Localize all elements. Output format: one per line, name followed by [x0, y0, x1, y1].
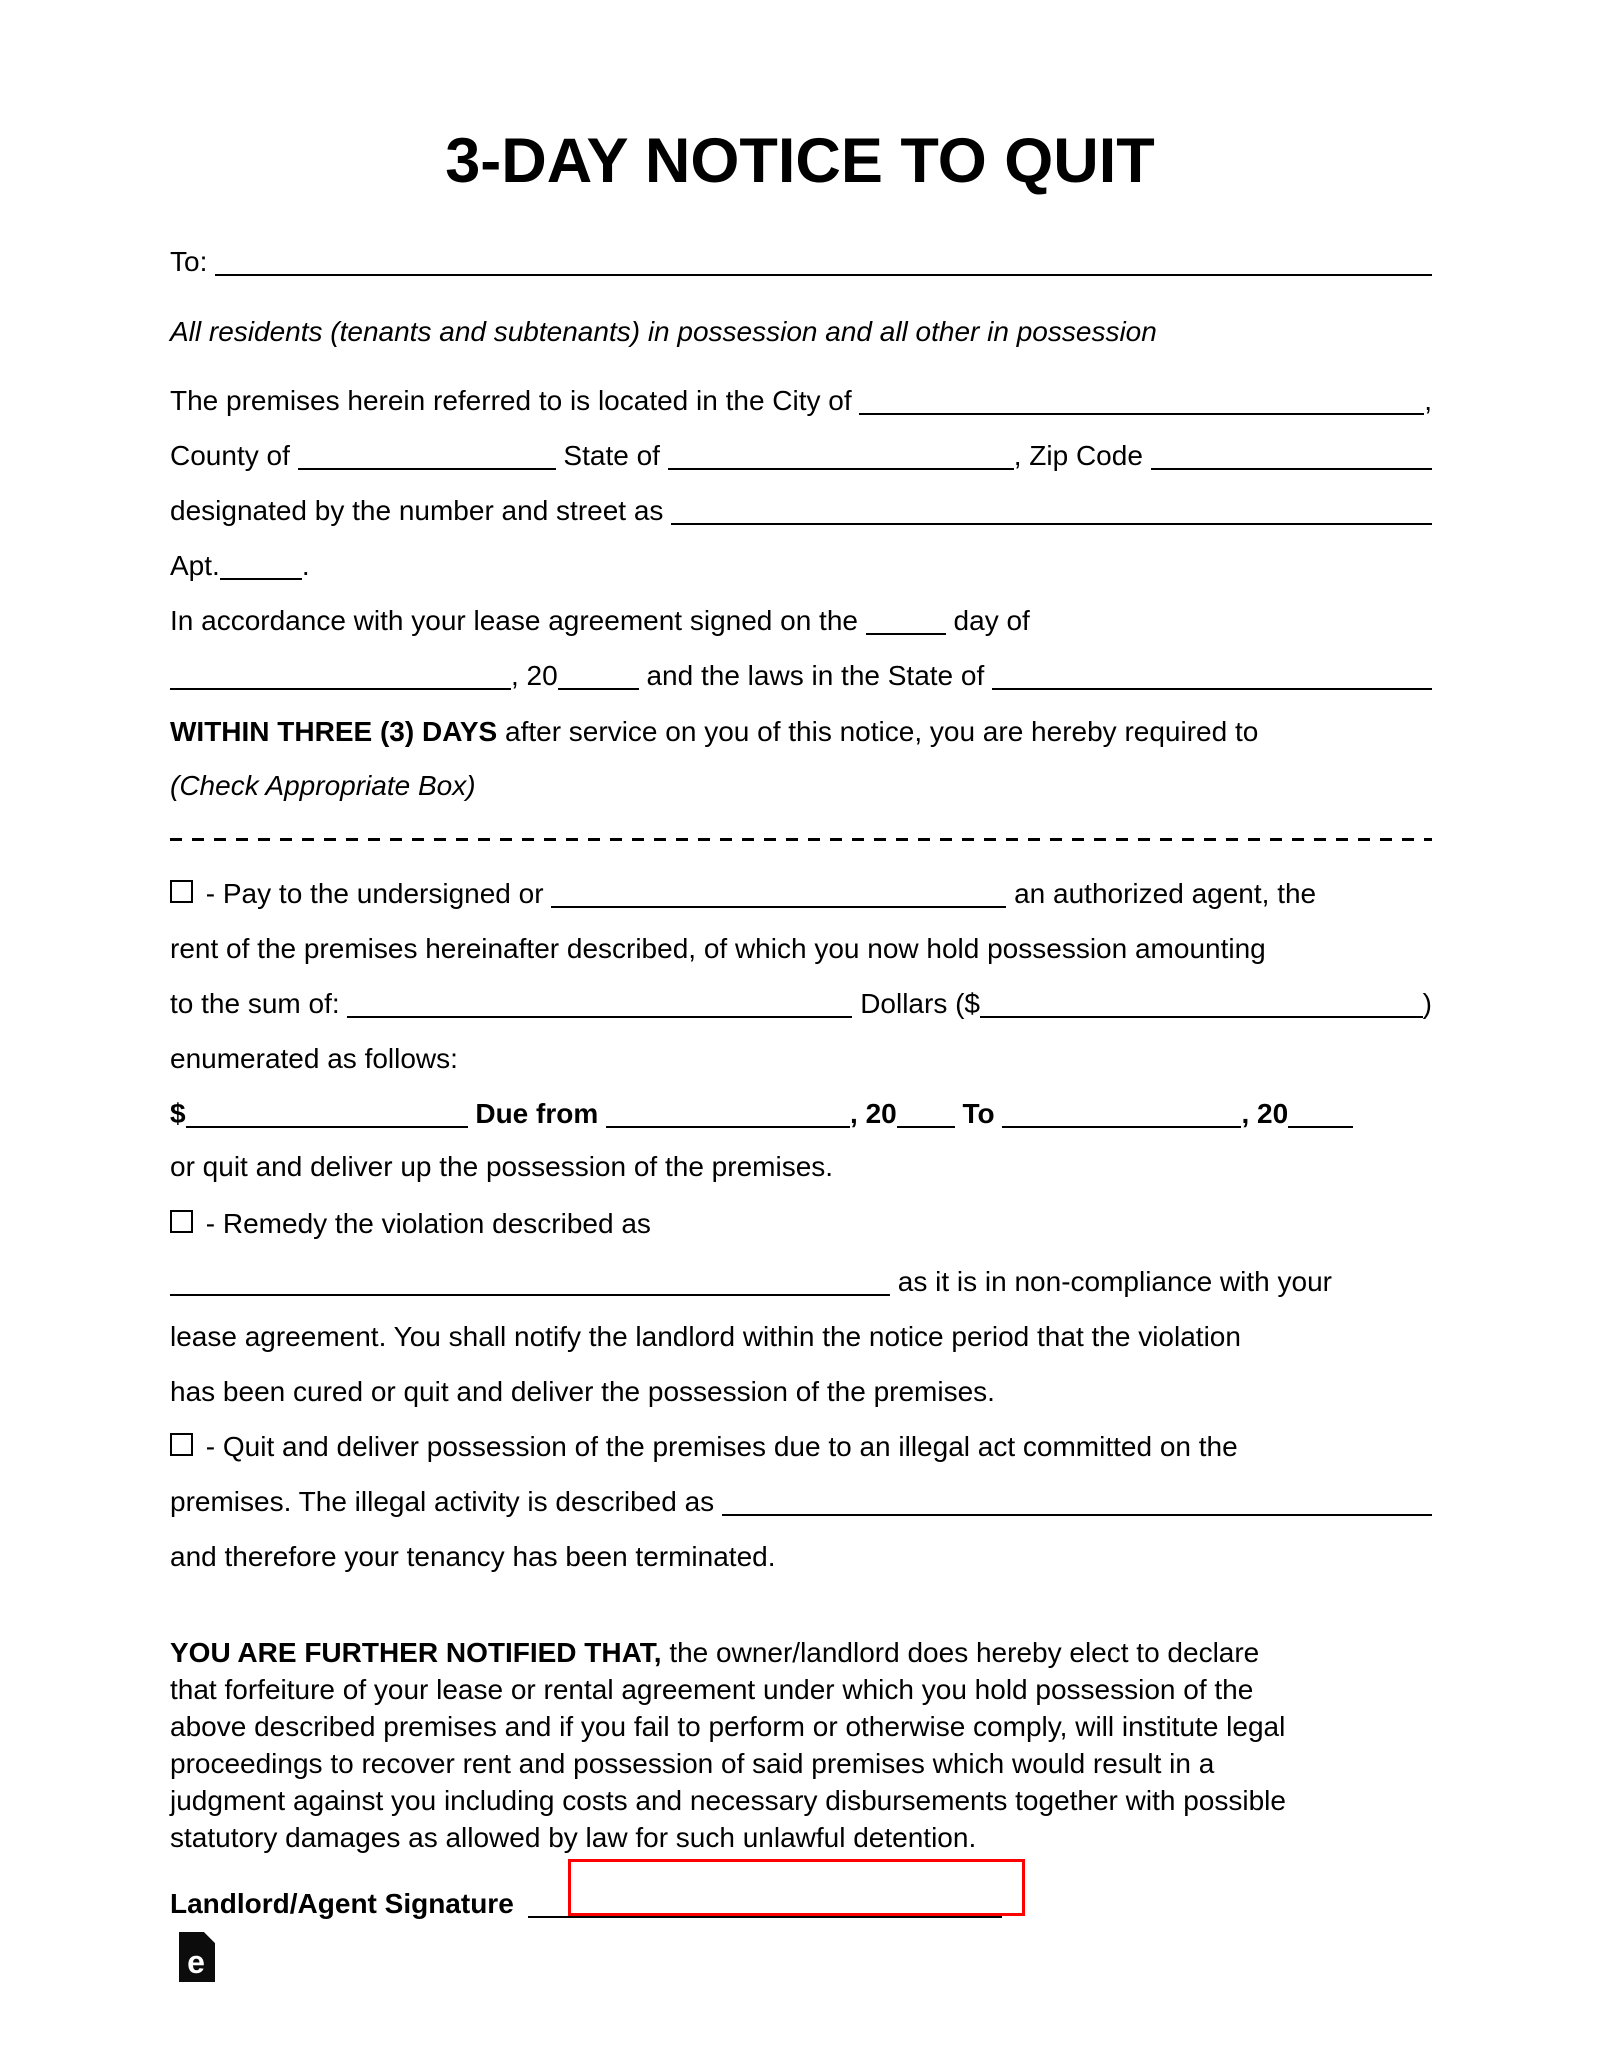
non-compliance-text: as it is in non-compliance with your [890, 1266, 1332, 1297]
due-to-year-blank[interactable] [1288, 1106, 1353, 1128]
premises-line-1 [170, 384, 1432, 418]
further-notice-line-2 [170, 1673, 1432, 1707]
or-quit-text: or quit and deliver up the possession of the premises. [170, 1151, 834, 1182]
quit-option-checkbox[interactable] [170, 1433, 193, 1456]
further-notice-text: proceedings to recover rent and possession of said premises which would result in a [170, 1748, 1215, 1779]
lease-line-1 [170, 604, 1432, 638]
further-notice-text: above described premises and if you fail to perform or otherwise comply, will institute legal [170, 1711, 1286, 1742]
zip-blank[interactable] [1151, 448, 1432, 470]
quit-option-label: - Quit and deliver possession of the premises due to an illegal act committed on the [198, 1431, 1238, 1462]
apt-period: . [301, 550, 310, 581]
remedy-option-line-4 [170, 1375, 1432, 1409]
pay-option-after: an authorized agent, the [1006, 878, 1317, 909]
further-notice-text: that forfeiture of your lease or rental agreement under which you hold possession of the [170, 1674, 1254, 1705]
to-line [170, 245, 1432, 279]
sum-label: to the sum of: [170, 988, 348, 1019]
logo-letter: e [187, 1944, 205, 1980]
further-notice-line-3 [170, 1710, 1432, 1744]
pay-option-checkbox[interactable] [170, 880, 193, 903]
lease-line-4 [170, 769, 1432, 803]
remedy-option-line-1 [170, 1207, 1432, 1241]
attention-text: All residents (tenants and subtenants) in possession and all other in possession [170, 316, 1157, 347]
violation-blank[interactable] [170, 1274, 890, 1296]
lease-signed-label: In accordance with your lease agreement signed on the [170, 605, 866, 636]
remedy-option-label: - Remedy the violation described as [198, 1208, 651, 1239]
amount-due-line [170, 1097, 1432, 1131]
remedy-option-text-3: lease agreement. You shall notify the landlord within the notice period that the violation [170, 1321, 1241, 1352]
lease-line-2 [170, 659, 1432, 693]
city-blank[interactable] [859, 393, 1424, 415]
quit-option-line-2 [170, 1485, 1432, 1519]
remedy-option-line-3 [170, 1320, 1432, 1354]
zip-label: , Zip Code [1013, 440, 1151, 471]
attention-line [170, 315, 1432, 349]
check-box-instruction: (Check Appropriate Box) [170, 770, 476, 801]
due-from-year-blank[interactable] [897, 1106, 955, 1128]
due-to-year-prefix: , 20 [1241, 1098, 1289, 1129]
pay-option-line-2 [170, 932, 1432, 966]
to-blank[interactable] [215, 254, 1432, 276]
premises-line-2 [170, 439, 1432, 473]
county-label: County of [170, 440, 298, 471]
laws-state-label: and the laws in the State of [638, 660, 993, 691]
amount-blank[interactable] [186, 1106, 468, 1128]
tenancy-terminated-text: and therefore your tenancy has been terminated. [170, 1541, 776, 1572]
pay-option-line-4 [170, 1042, 1432, 1076]
lease-dayof-label: day of [945, 605, 1030, 636]
county-blank[interactable] [298, 448, 556, 470]
remedy-option-line-2 [170, 1265, 1432, 1299]
due-to-label: To [954, 1098, 1003, 1129]
further-notice-text: judgment against you including costs and necessary disbursements together with possible [170, 1785, 1286, 1816]
quit-option-line-1 [170, 1430, 1432, 1464]
dollars-close-paren: ) [1422, 988, 1432, 1019]
state-blank[interactable] [668, 448, 1014, 470]
eforms-logo [179, 1932, 215, 1982]
to-label: To: [170, 246, 216, 277]
further-notice-line-5 [170, 1784, 1432, 1818]
pay-option-text-2: rent of the premises hereinafter described, of which you now hold possession amounting [170, 933, 1266, 964]
signature-label: Landlord/Agent Signature [170, 1888, 522, 1919]
apt-blank[interactable] [220, 558, 302, 580]
lease-year-prefix: , 20 [511, 660, 558, 691]
within-three-days-rest: after service on you of this notice, you are hereby required to [497, 716, 1259, 747]
pay-option-line-3 [170, 987, 1432, 1021]
dashed-divider [170, 838, 1432, 841]
further-notice-line-4 [170, 1747, 1432, 1781]
amount-words-blank[interactable] [347, 996, 852, 1018]
premises-line-3 [170, 494, 1432, 528]
street-label: designated by the number and street as [170, 495, 672, 526]
laws-state-blank[interactable] [992, 668, 1432, 690]
quit-option-line-3 [170, 1540, 1432, 1574]
lease-day-blank[interactable] [866, 613, 946, 635]
due-from-date-blank[interactable] [606, 1106, 850, 1128]
further-notice-lead-rest: the owner/landlord does hereby elect to declare [661, 1637, 1260, 1668]
further-notice-line-6 [170, 1821, 1432, 1855]
illegal-activity-blank[interactable] [722, 1494, 1432, 1516]
lease-year-blank[interactable] [558, 668, 639, 690]
document-icon [179, 1932, 215, 1982]
or-quit-line [170, 1150, 1432, 1184]
remedy-option-checkbox[interactable] [170, 1210, 193, 1233]
due-to-date-blank[interactable] [1002, 1106, 1241, 1128]
pay-option-line-1 [170, 877, 1432, 911]
amount-numeric-blank[interactable] [980, 996, 1423, 1018]
remedy-option-text-4: has been cured or quit and deliver the possession of the premises. [170, 1376, 995, 1407]
premises-line-4 [170, 549, 1432, 583]
street-blank[interactable] [671, 503, 1432, 525]
agent-name-blank[interactable] [551, 886, 1006, 908]
dollars-label: Dollars ($ [852, 988, 981, 1019]
further-notice-text: statutory damages as allowed by law for such unlawful detention. [170, 1822, 977, 1853]
state-label: State of [555, 440, 668, 471]
apt-label: Apt. [170, 550, 220, 581]
illegal-activity-label: premises. The illegal activity is described as [170, 1486, 722, 1517]
pay-option-label: - Pay to the undersigned or [198, 878, 552, 909]
lease-line-3 [170, 715, 1432, 749]
due-from-label: Due from [467, 1098, 607, 1129]
page-title: 3-DAY NOTICE TO QUIT [445, 126, 1155, 196]
enumerated-label: enumerated as follows: [170, 1043, 458, 1074]
premises-city-label: The premises herein referred to is located in the City of [170, 385, 860, 416]
lease-month-blank[interactable] [170, 668, 511, 690]
further-notice-lead: YOU ARE FURTHER NOTIFIED THAT, [170, 1637, 662, 1668]
dollar-sign: $ [170, 1098, 186, 1129]
further-notice-line-1 [170, 1636, 1432, 1670]
premises-line1-comma: , [1424, 385, 1432, 416]
within-three-days-label: WITHIN THREE (3) DAYS [170, 716, 498, 747]
due-from-year-prefix: , 20 [850, 1098, 897, 1129]
signature-field-highlight[interactable] [568, 1859, 1025, 1916]
